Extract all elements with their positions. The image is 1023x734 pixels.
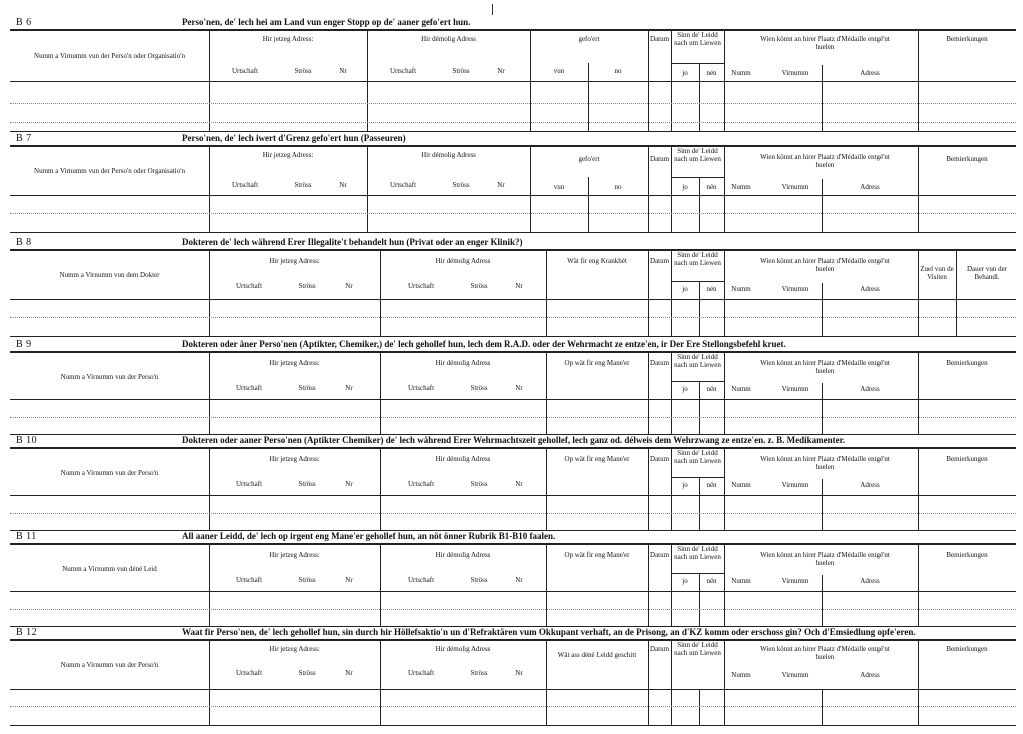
col-nr: Nr [339, 181, 347, 189]
col-nr: Nr [345, 480, 353, 488]
col-ortschaft: Urtschaft [235, 576, 263, 584]
col-wien: Wien könnt an hirer Plaatz d'Médaille entgé'nt huelen [760, 35, 890, 51]
col-virnumm: Virnumm [781, 671, 809, 679]
section-b11 [10, 530, 1016, 625]
col-name: Numm a Virnumm vun dem Dokter [59, 271, 160, 279]
col-wien: Wien könnt an hirer Plaatz d'Médaille entgé'nt huelen [760, 551, 890, 567]
form-grid [10, 448, 1016, 531]
col-stross: Ströss [294, 181, 312, 189]
col-ortschaft: Urtschaft [235, 669, 263, 677]
col-stross: Ströss [298, 384, 316, 392]
col-addr-now: Hir jetzeg Adress: [269, 645, 320, 653]
col-virnumm: Virnumm [781, 577, 809, 585]
col-name: Numm a Virnumm vun der Perso'n [60, 469, 159, 477]
col-addr-then: Hir démolig Adress [435, 257, 491, 265]
col-datum: Datum [649, 257, 670, 265]
col-virnumm: Virnumm [781, 385, 809, 393]
col-nr: Nr [515, 282, 523, 290]
section-title-row [10, 236, 1016, 250]
section-title-row [10, 16, 1016, 30]
form-grid [10, 352, 1016, 435]
col-leidd-geschitt: Wät ass déné Leidd geschitt [557, 651, 637, 659]
col-bemierkungen: Bemierkungen [946, 359, 988, 367]
section-title: Dokteren oder äner Perso'nen (Aptikter, Chemiker,) de' lech gehollef hun, lech dem R.A.D. oder der Wehrmacht ze entze'en, ir Der Ere Stellongsbefehl kruet. [182, 339, 786, 349]
col-datum: Datum [649, 359, 670, 367]
col-nr: Nr [515, 384, 523, 392]
col-nr: Nr [345, 384, 353, 392]
col-no: no [614, 67, 622, 75]
col-jo: jo [682, 69, 688, 77]
col-stross: Ströss [298, 480, 316, 488]
section-b6 [10, 16, 1016, 130]
col-bemierkungen: Bemierkungen [946, 455, 988, 463]
col-jo: jo [682, 385, 688, 393]
col-numm: Numm [731, 285, 751, 293]
col-bemierkungen: Bemierkungen [946, 35, 988, 43]
col-adress: Adress [860, 183, 880, 191]
section-title: Perso'nen, de' lech hei am Land vun enger Stopp op de' aaner gefo'ert hun. [182, 17, 471, 27]
col-name: Numm a Virnumm vun der Perso'n oder Organisatio'n [34, 52, 185, 60]
col-bemierkungen: Bemierkungen [946, 155, 988, 163]
col-ortschaft: Urtschaft [389, 181, 417, 189]
col-datum: Datum [649, 645, 670, 653]
col-adress: Adress [860, 671, 880, 679]
section-id: B 11 [16, 531, 37, 542]
col-nen: nén [706, 385, 717, 393]
col-ortschaft: Urtschaft [231, 181, 259, 189]
section-id: B 7 [16, 133, 32, 144]
section-id: B 8 [16, 237, 32, 248]
col-nen: nén [706, 285, 717, 293]
col-jo: jo [682, 183, 688, 191]
col-ortschaft: Urtschaft [231, 67, 259, 75]
col-numm: Numm [731, 385, 751, 393]
col-nr: Nr [345, 669, 353, 677]
col-stross: Ströss [470, 480, 488, 488]
col-nr: Nr [345, 282, 353, 290]
col-stross: Ströss [470, 384, 488, 392]
col-ortschaft: Urtschaft [407, 669, 435, 677]
col-ortschaft: Urtschaft [235, 384, 263, 392]
section-b7 [10, 132, 1016, 231]
col-adress: Adress [860, 69, 880, 77]
col-sinn: Sinn de' Leidd nach um Liewen [674, 353, 721, 369]
col-addr-then: Hir démolig Adress [421, 151, 476, 159]
col-addr-now: Hir jetzeg Adress: [262, 151, 314, 159]
section-title-row [10, 626, 1016, 640]
col-virnumm: Virnumm [781, 285, 809, 293]
col-virnumm: Virnumm [781, 481, 809, 489]
section-title: Dokteren de' lech während Erer Illegalite't behandelt hun (Privat oder an enger Klinik?) [182, 237, 523, 247]
col-datum: Datum [649, 35, 670, 43]
col-name: Numm a Virnumm vun der Perso'n [60, 373, 159, 381]
form-grid [10, 146, 1016, 233]
col-krankhet: Wät fir eng Krankhét [567, 257, 627, 265]
col-name: Numm a Virnumm vun der Perso'n oder Organisatio'n [34, 167, 185, 175]
col-addr-then: Hir démolig Adress [435, 551, 491, 559]
col-nen: nén [706, 69, 717, 77]
col-stross: Ströss [298, 669, 316, 677]
col-stross: Ströss [298, 576, 316, 584]
col-stross: Ströss [294, 67, 312, 75]
col-nr: Nr [515, 669, 523, 677]
col-gefoert: gefo'ert [578, 155, 600, 163]
col-adress: Adress [860, 385, 880, 393]
col-stross: Ströss [452, 181, 470, 189]
form-grid [10, 250, 1016, 337]
col-sinn: Sinn de' Leidd nach um Liewen [674, 31, 721, 47]
col-numm: Numm [731, 69, 751, 77]
col-addr-now: Hir jetzeg Adress: [269, 257, 320, 265]
col-wien: Wien könnt an hirer Plaatz d'Médaille entgé'nt huelen [760, 645, 890, 661]
col-manoer: Op wät fir eng Mane'er [564, 551, 630, 559]
col-stross: Ströss [470, 669, 488, 677]
col-stross: Ströss [470, 576, 488, 584]
col-zuel: Zuel vun de Visiten [920, 265, 954, 281]
form-grid [10, 640, 1016, 726]
col-numm: Numm [731, 481, 751, 489]
col-nen: nén [706, 183, 717, 191]
col-nr: Nr [515, 480, 523, 488]
section-b10 [10, 434, 1016, 529]
col-addr-then: Hir démolig Adress [435, 359, 491, 367]
col-adress: Adress [860, 577, 880, 585]
col-virnumm: Virnumm [781, 69, 809, 77]
col-nr: Nr [497, 67, 505, 75]
col-manoer: Op wät fir eng Mane'er [564, 455, 630, 463]
section-title-row [10, 434, 1016, 448]
col-numm: Numm [731, 671, 751, 679]
col-nr: Nr [497, 181, 505, 189]
col-addr-then: Hir démolig Adress [421, 35, 476, 43]
col-jo: jo [682, 481, 688, 489]
col-name: Numm a Virnumm vun déné Leid [62, 565, 157, 573]
form-grid [10, 544, 1016, 627]
col-dauer: Dauer vun der Behandl. [966, 265, 1008, 281]
col-addr-now: Hir jetzeg Adress: [269, 551, 320, 559]
section-id: B 9 [16, 339, 32, 350]
col-sinn: Sinn de' Leidd nach um Liewen [674, 449, 721, 465]
col-datum: Datum [649, 155, 670, 163]
col-name: Numm a Virnumm vun der Perso'n [60, 661, 159, 669]
section-title: Waat fir Perso'nen, de' lech gehollef hun, sin durch hir Höllefsaktio'n un d'Refraktären vum Okkupant verhaft, an de Prisong, an d'KZ komm oder erschoss gin? Och d'Emsiedlung opfe'eren. [182, 627, 916, 637]
col-bemierkungen: Bemierkungen [946, 645, 988, 653]
col-wien: Wien könnt an hirer Plaatz d'Médaille entgé'nt huelen [760, 153, 890, 169]
section-title: All aaner Leidd, de' lech op irgent eng Mane'er gehollef hun, an nöt önner Rubrik B1-B10 faalen. [182, 531, 556, 541]
col-nr: Nr [345, 576, 353, 584]
col-wien: Wien könnt an hirer Plaatz d'Médaille entgé'nt huelen [760, 257, 890, 273]
col-sinn: Sinn de' Leidd nach um Liewen [674, 251, 721, 267]
col-datum: Datum [649, 455, 670, 463]
col-addr-then: Hir démolig Adress [435, 645, 491, 653]
col-nr: Nr [339, 67, 347, 75]
form-grid [10, 30, 1016, 132]
col-no: no [614, 183, 622, 191]
col-nen: nén [706, 577, 717, 585]
section-b9 [10, 338, 1016, 433]
section-id: B 6 [16, 17, 32, 28]
col-virnumm: Virnumm [781, 183, 809, 191]
section-title-row [10, 530, 1016, 544]
col-ortschaft: Urtschaft [235, 480, 263, 488]
col-ortschaft: Urtschaft [407, 384, 435, 392]
col-nen: nén [706, 481, 717, 489]
section-title: Perso'nen, de' lech iwert d'Grenz gefo'ert hun (Passeuren) [182, 133, 406, 143]
col-adress: Adress [860, 481, 880, 489]
col-bemierkungen: Bemierkungen [946, 551, 988, 559]
col-addr-then: Hir démolig Adress [435, 455, 491, 463]
col-sinn: Sinn de' Leidd nach um Liewen [674, 545, 721, 561]
col-wien: Wien könnt an hirer Plaatz d'Médaille entgé'nt huelen [760, 455, 890, 471]
col-adress: Adress [860, 285, 880, 293]
col-manoer: Op wät fir eng Mane'er [564, 359, 630, 367]
section-b8 [10, 236, 1016, 335]
col-vun: vun [553, 183, 565, 191]
col-ortschaft: Urtschaft [235, 282, 263, 290]
section-title-row [10, 338, 1016, 352]
section-title: Dokteren oder aaner Perso'nen (Aptikter Chemiker) de' lech während Erer Wehrmachtszeit gehollef, lech ganz od. délweis dem Wehrzwang ze entze'en. z. B. Medikamenter. [182, 435, 846, 445]
col-wien: Wien könnt an hirer Plaatz d'Médaille entgé'nt huelen [760, 359, 890, 375]
col-ortschaft: Urtschaft [407, 480, 435, 488]
top-tick-mark [492, 4, 493, 15]
section-id: B 12 [16, 627, 38, 638]
col-addr-now: Hir jetzeg Adress: [269, 455, 320, 463]
col-addr-now: Hir jetzeg Adress: [269, 359, 320, 367]
col-nr: Nr [515, 576, 523, 584]
col-stross: Ströss [298, 282, 316, 290]
col-vun: vun [553, 67, 565, 75]
section-b12 [10, 626, 1016, 726]
col-sinn: Sinn de' Leidd nach um Liewen [674, 147, 721, 163]
col-sinn: Sinn de' Leidd nach um Liewen [674, 641, 721, 657]
section-id: B 10 [16, 435, 38, 446]
section-title-row [10, 132, 1016, 146]
col-ortschaft: Urtschaft [407, 576, 435, 584]
col-ortschaft: Urtschaft [389, 67, 417, 75]
col-ortschaft: Urtschaft [407, 282, 435, 290]
col-addr-now: Hir jetzeg Adress: [262, 35, 314, 43]
col-numm: Numm [731, 577, 751, 585]
col-stross: Ströss [470, 282, 488, 290]
col-gefoert: gefo'ert [578, 35, 600, 43]
col-numm: Numm [731, 183, 751, 191]
col-stross: Ströss [452, 67, 470, 75]
col-datum: Datum [649, 551, 670, 559]
col-jo: jo [682, 285, 688, 293]
col-jo: jo [682, 577, 688, 585]
